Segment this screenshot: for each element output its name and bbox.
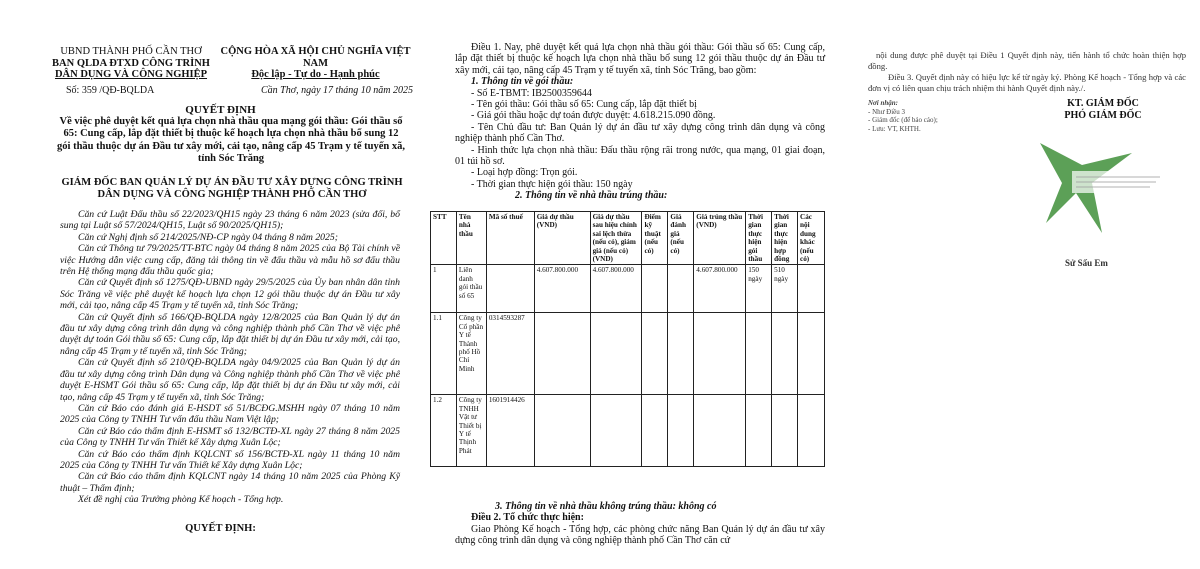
legal-basis: Căn cứ Báo cáo đánh giá E-HSDT số 51/BCĐG.MSHH ngày 07 tháng 10 năm 2025 của Công ty TNHH Tư vấn đấu thầu Nam Việt lập; xyxy=(60,402,400,426)
table-cell: 1.1 xyxy=(431,313,457,395)
sign-role: KT. GIÁM ĐỐC xyxy=(1067,98,1139,109)
signer-name: Sử Sấu Em xyxy=(1065,258,1108,268)
table-cell xyxy=(772,313,798,395)
table-cell xyxy=(798,313,825,395)
page-2 xyxy=(425,0,835,569)
page-1 xyxy=(18,0,423,569)
table-cell xyxy=(642,395,668,467)
legal-basis: Căn cứ Luật Đấu thầu số 22/2023/QH15 ngày 23 tháng 6 năm 2023 (sửa đổi, bổ sung tại Luật số 57/2024/QH15, Luật số 90/2025/QH15); xyxy=(60,209,400,232)
column-header: Các nội dung khác (nếu có) xyxy=(798,212,825,265)
article-2 xyxy=(455,501,825,547)
table-cell: 4.607.800.000 xyxy=(590,265,642,313)
table-cell xyxy=(486,265,534,313)
article-1 xyxy=(455,42,825,202)
agency-line: BAN QLDA ĐTXD CÔNG TRÌNH xyxy=(52,57,210,69)
table-cell xyxy=(642,265,668,313)
table-cell xyxy=(668,265,694,313)
legal-basis: Căn cứ Báo cáo thẩm định KQLCNT số 156/BCTĐ-XL ngày 11 tháng 10 năm 2025 của Công ty TNHH Tư vấn Thiết kế Xây dựng Xuân Lộc; xyxy=(60,448,400,471)
table-cell: 1601914426 xyxy=(486,395,534,467)
legal-basis: Căn cứ Quyết định số 166/QĐ-BQLDA ngày 12/8/2025 của Ban Quản lý dự án đầu tư xây dựng công trình dân dụng và công nghiệp thành phố Cần Thơ về việc phê duyệt dự toán Gói thầu số 65: Cung cấp, lắp đặt thiết bị dự án Đầu tư xây mới, cải tạo, nâng cấp 45 Trạm y tế tuyến xã, tỉnh Sóc Trăng; xyxy=(60,311,400,357)
agency-line: UBND THÀNH PHỐ CẦN THƠ xyxy=(60,46,202,57)
nation-title: CỘNG HÒA XÃ HỘI CHỦ NGHĨA VIỆT NAM xyxy=(220,46,411,69)
agency-line: DÂN DỤNG VÀ CÔNG NGHIỆP xyxy=(54,69,208,80)
place-date: Cần Thơ, ngày 17 tháng 10 năm 2025 xyxy=(261,85,414,96)
package-info-item: - Loại hợp đồng: Trọn gói. xyxy=(471,167,578,179)
decision-subject: Về việc phê duyệt kết quả lựa chọn nhà thầu qua mạng gói thầu: Gói thầu số 65: Cung cấp, lắp đặt thiết bị thuộc kế hoạch lựa chọn nhà thầu bổ sung 12 gói thầu thuộc dự án Đầu tư xây mới, cải tạo, nâng cấp 45 Trạm y tế tuyến xã, tỉnh Sóc Trăng xyxy=(57,116,405,165)
article-3: Điều 3. Quyết định này có hiệu lực kể từ ngày ký. Phòng Kế hoạch - Tổng hợp và các đơn vị có liên quan chịu trách nhiệm thi hành Quyết định này./. xyxy=(868,72,1186,93)
continuation-text: nội dung được phê duyệt tại Điều 1 Quyết định này, tiến hành tổ chức hoàn thiện hợp đồng. xyxy=(868,50,1186,71)
legal-basis: Căn cứ Báo cáo thẩm định E-HSMT số 132/BCTĐ-XL ngày 27 tháng 8 năm 2025 của Công ty TNHH Tư vấn Thiết kế Xây dựng Xuân Lộc; xyxy=(60,425,400,449)
table-cell: 510 ngày xyxy=(772,265,798,313)
agency-block xyxy=(46,46,216,81)
legal-basis: Căn cứ Báo cáo thẩm định KQLCNT ngày 14 tháng 10 năm 2025 của Phòng Kỹ thuật – Thẩm định; xyxy=(60,471,400,494)
legal-basis: Căn cứ Quyết định số 210/QĐ-BQLDA ngày 04/9/2025 của Ban Quản lý dự án đầu tư xây dựng công trình Dân dụng và Công nghiệp thành phố Cần Thơ về việc phê duyệt E-HSMT Gói thầu số 65: Cung cấp, lắp đặt thiết bị dự án Đầu tư xây mới, cải tạo, nâng cấp 45 Trạm y tế tuyến xã, tỉnh Sóc Trăng; xyxy=(60,357,400,403)
package-info-item: - Số E-TBMT: IB2500359644 xyxy=(471,87,592,99)
column-header: Thời gian thực hiện hợp đồng xyxy=(772,212,798,265)
recipients-title: Nơi nhận: xyxy=(868,99,899,107)
page-3-text xyxy=(868,50,1186,94)
table-cell xyxy=(798,395,825,467)
column-header: Giá dự thầu sau hiệu chỉnh sai lệch thừa (nếu có), giảm giá (nếu có) (VND) xyxy=(590,212,642,265)
document-header xyxy=(18,46,423,106)
legal-basis: Căn cứ Thông tư 79/2025/TT-BTC ngày 04 tháng 8 năm 2025 của Bộ Tài chính về việc Hướng dẫn việc cung cấp, đăng tải thông tin về đấu thầu và mẫu hồ sơ đấu thầu trên Hệ thống mạng đấu thầu quốc gia; xyxy=(60,243,400,278)
table-header-row xyxy=(431,212,825,265)
legal-basis: Căn cứ Quyết định số 1275/QĐ-UBND ngày 29/5/2025 của Ủy ban nhân dân tỉnh Sóc Trăng về việc phê duyệt kế hoạch lựa chọn 12 gói thầu thuộc dự án Đầu tư xây mới, cải tạo, nâng cấp 45 Trạm y tế tuyến xã, tỉnh Sóc Trăng; xyxy=(60,277,400,312)
table-cell: Công ty TNHH Vật tư Thiết bị Y tế Thịnh Phát xyxy=(456,395,486,467)
column-header: Giá đánh giá (nếu có) xyxy=(668,212,694,265)
legal-bases xyxy=(60,209,400,506)
recipient-item: - Như Điều 3 xyxy=(868,107,906,116)
table-cell: 0314593287 xyxy=(486,313,534,395)
article-1-intro: Điều 1. Nay, phê duyệt kết quả lựa chọn nhà thầu gói thầu: Gói thầu số 65: Cung cấp, lắp đặt thiết bị thuộc kế hoạch lựa chọn nhà thầu bổ sung 12 gói thầu thuộc dự án Đầu tư xây mới, cải tạo, nâng cấp 45 Trạm y tế tuyến xã, tỉnh Sóc Trăng, bao gồm: xyxy=(455,42,825,76)
table-cell xyxy=(772,395,798,467)
table-cell xyxy=(642,313,668,395)
table-cell xyxy=(746,313,772,395)
sign-role: PHÓ GIÁM ĐỐC xyxy=(1064,110,1142,121)
doc-number: Số: 359 /QĐ-BQLDA xyxy=(66,85,155,96)
table-cell xyxy=(590,313,642,395)
column-header: Thời gian thực hiện gói thầu xyxy=(746,212,772,265)
table-cell xyxy=(668,313,694,395)
section-1-title: 1. Thông tin về gói thầu: xyxy=(471,76,574,88)
nation-block xyxy=(208,46,423,81)
column-header: Giá dự thầu (VND) xyxy=(534,212,590,265)
table-cell: 1.2 xyxy=(431,395,457,467)
column-header: Tên nhà thầu xyxy=(456,212,486,265)
table-cell xyxy=(694,313,746,395)
recipients xyxy=(868,99,978,133)
table-row xyxy=(431,395,825,467)
package-info-item: - Tên Chủ đầu tư: Ban Quản lý dự án đầu tư xây dựng công trình dân dụng và công nghiệp thành phố Cần Thơ. xyxy=(455,121,825,145)
article-2-text: Giao Phòng Kế hoạch - Tổng hợp, các phòng chức năng Ban Quản lý dự án đầu tư xây dựng công trình dân dụng và công nghiệp thành phố Cần Thơ căn cứ xyxy=(455,523,825,547)
table-cell xyxy=(798,265,825,313)
table-cell xyxy=(590,395,642,467)
table-cell: 4.607.800.000 xyxy=(534,265,590,313)
legal-basis: Xét đề nghị của Trưởng phòng Kế hoạch - Tổng hợp. xyxy=(78,494,284,506)
recipient-item: - Lưu: VT, KHTH. xyxy=(868,124,921,133)
decision-authority: GIÁM ĐỐC BAN QUẢN LÝ DỰ ÁN ĐẦU TƯ XÂY DỰNG CÔNG TRÌNH DÂN DỤNG VÀ CÔNG NGHIỆP THÀNH PHỐ CẦN THƠ xyxy=(61,177,403,201)
table-row xyxy=(431,265,825,313)
article-2-title: Điều 2. Tổ chức thực hiện: xyxy=(471,512,584,524)
section-3: 3. Thông tin về nhà thầu không trúng thầu: không có xyxy=(495,501,717,512)
table-cell xyxy=(534,313,590,395)
column-header: Điểm kỹ thuật (nếu có) xyxy=(642,212,668,265)
column-header: STT xyxy=(431,212,457,265)
table-cell xyxy=(694,395,746,467)
section-2-title: 2. Thông tin về nhà thầu trúng thầu: xyxy=(515,190,668,202)
motto: Độc lập - Tự do - Hạnh phúc xyxy=(251,69,380,80)
page-3 xyxy=(860,0,1190,569)
table-cell xyxy=(668,395,694,467)
column-header: Giá trúng thầu (VND) xyxy=(694,212,746,265)
decision-title: QUYẾT ĐỊNH xyxy=(185,104,256,116)
digital-signature-stamp-icon xyxy=(1032,123,1172,243)
package-info-item: - Giá gói thầu hoặc dự toán được duyệt: 4.618.215.090 đồng. xyxy=(471,110,716,122)
table-cell xyxy=(534,395,590,467)
table-cell: 150 ngày xyxy=(746,265,772,313)
winning-bidder-table xyxy=(430,211,825,467)
legal-basis: Căn cứ Nghị định số 214/2025/NĐ-CP ngày 04 tháng 8 năm 2025; xyxy=(78,231,338,243)
table-cell: 4.607.800.000 xyxy=(694,265,746,313)
signature-block xyxy=(1028,98,1178,122)
table-cell xyxy=(746,395,772,467)
table-row xyxy=(431,313,825,395)
table-cell: Liên danh gói thầu số 65 xyxy=(456,265,486,313)
recipient-item: - Giám đốc (để báo cáo); xyxy=(868,116,938,124)
decide-heading: QUYẾT ĐỊNH: xyxy=(185,523,256,534)
column-header: Mã số thuế xyxy=(486,212,534,265)
package-info-item: - Hình thức lựa chọn nhà thầu: Đấu thầu rộng rãi trong nước, qua mạng, 01 giai đoạn, 01 túi hồ sơ. xyxy=(455,144,825,168)
package-info-item: - Tên gói thầu: Gói thầu số 65: Cung cấp, lắp đặt thiết bị xyxy=(471,99,697,111)
package-info-item: - Thời gian thực hiện gói thầu: 150 ngày xyxy=(471,178,633,190)
table-cell: Công ty Cổ phần Y tế Thành phố Hồ Chí Minh xyxy=(456,313,486,395)
table-cell: 1 xyxy=(431,265,457,313)
